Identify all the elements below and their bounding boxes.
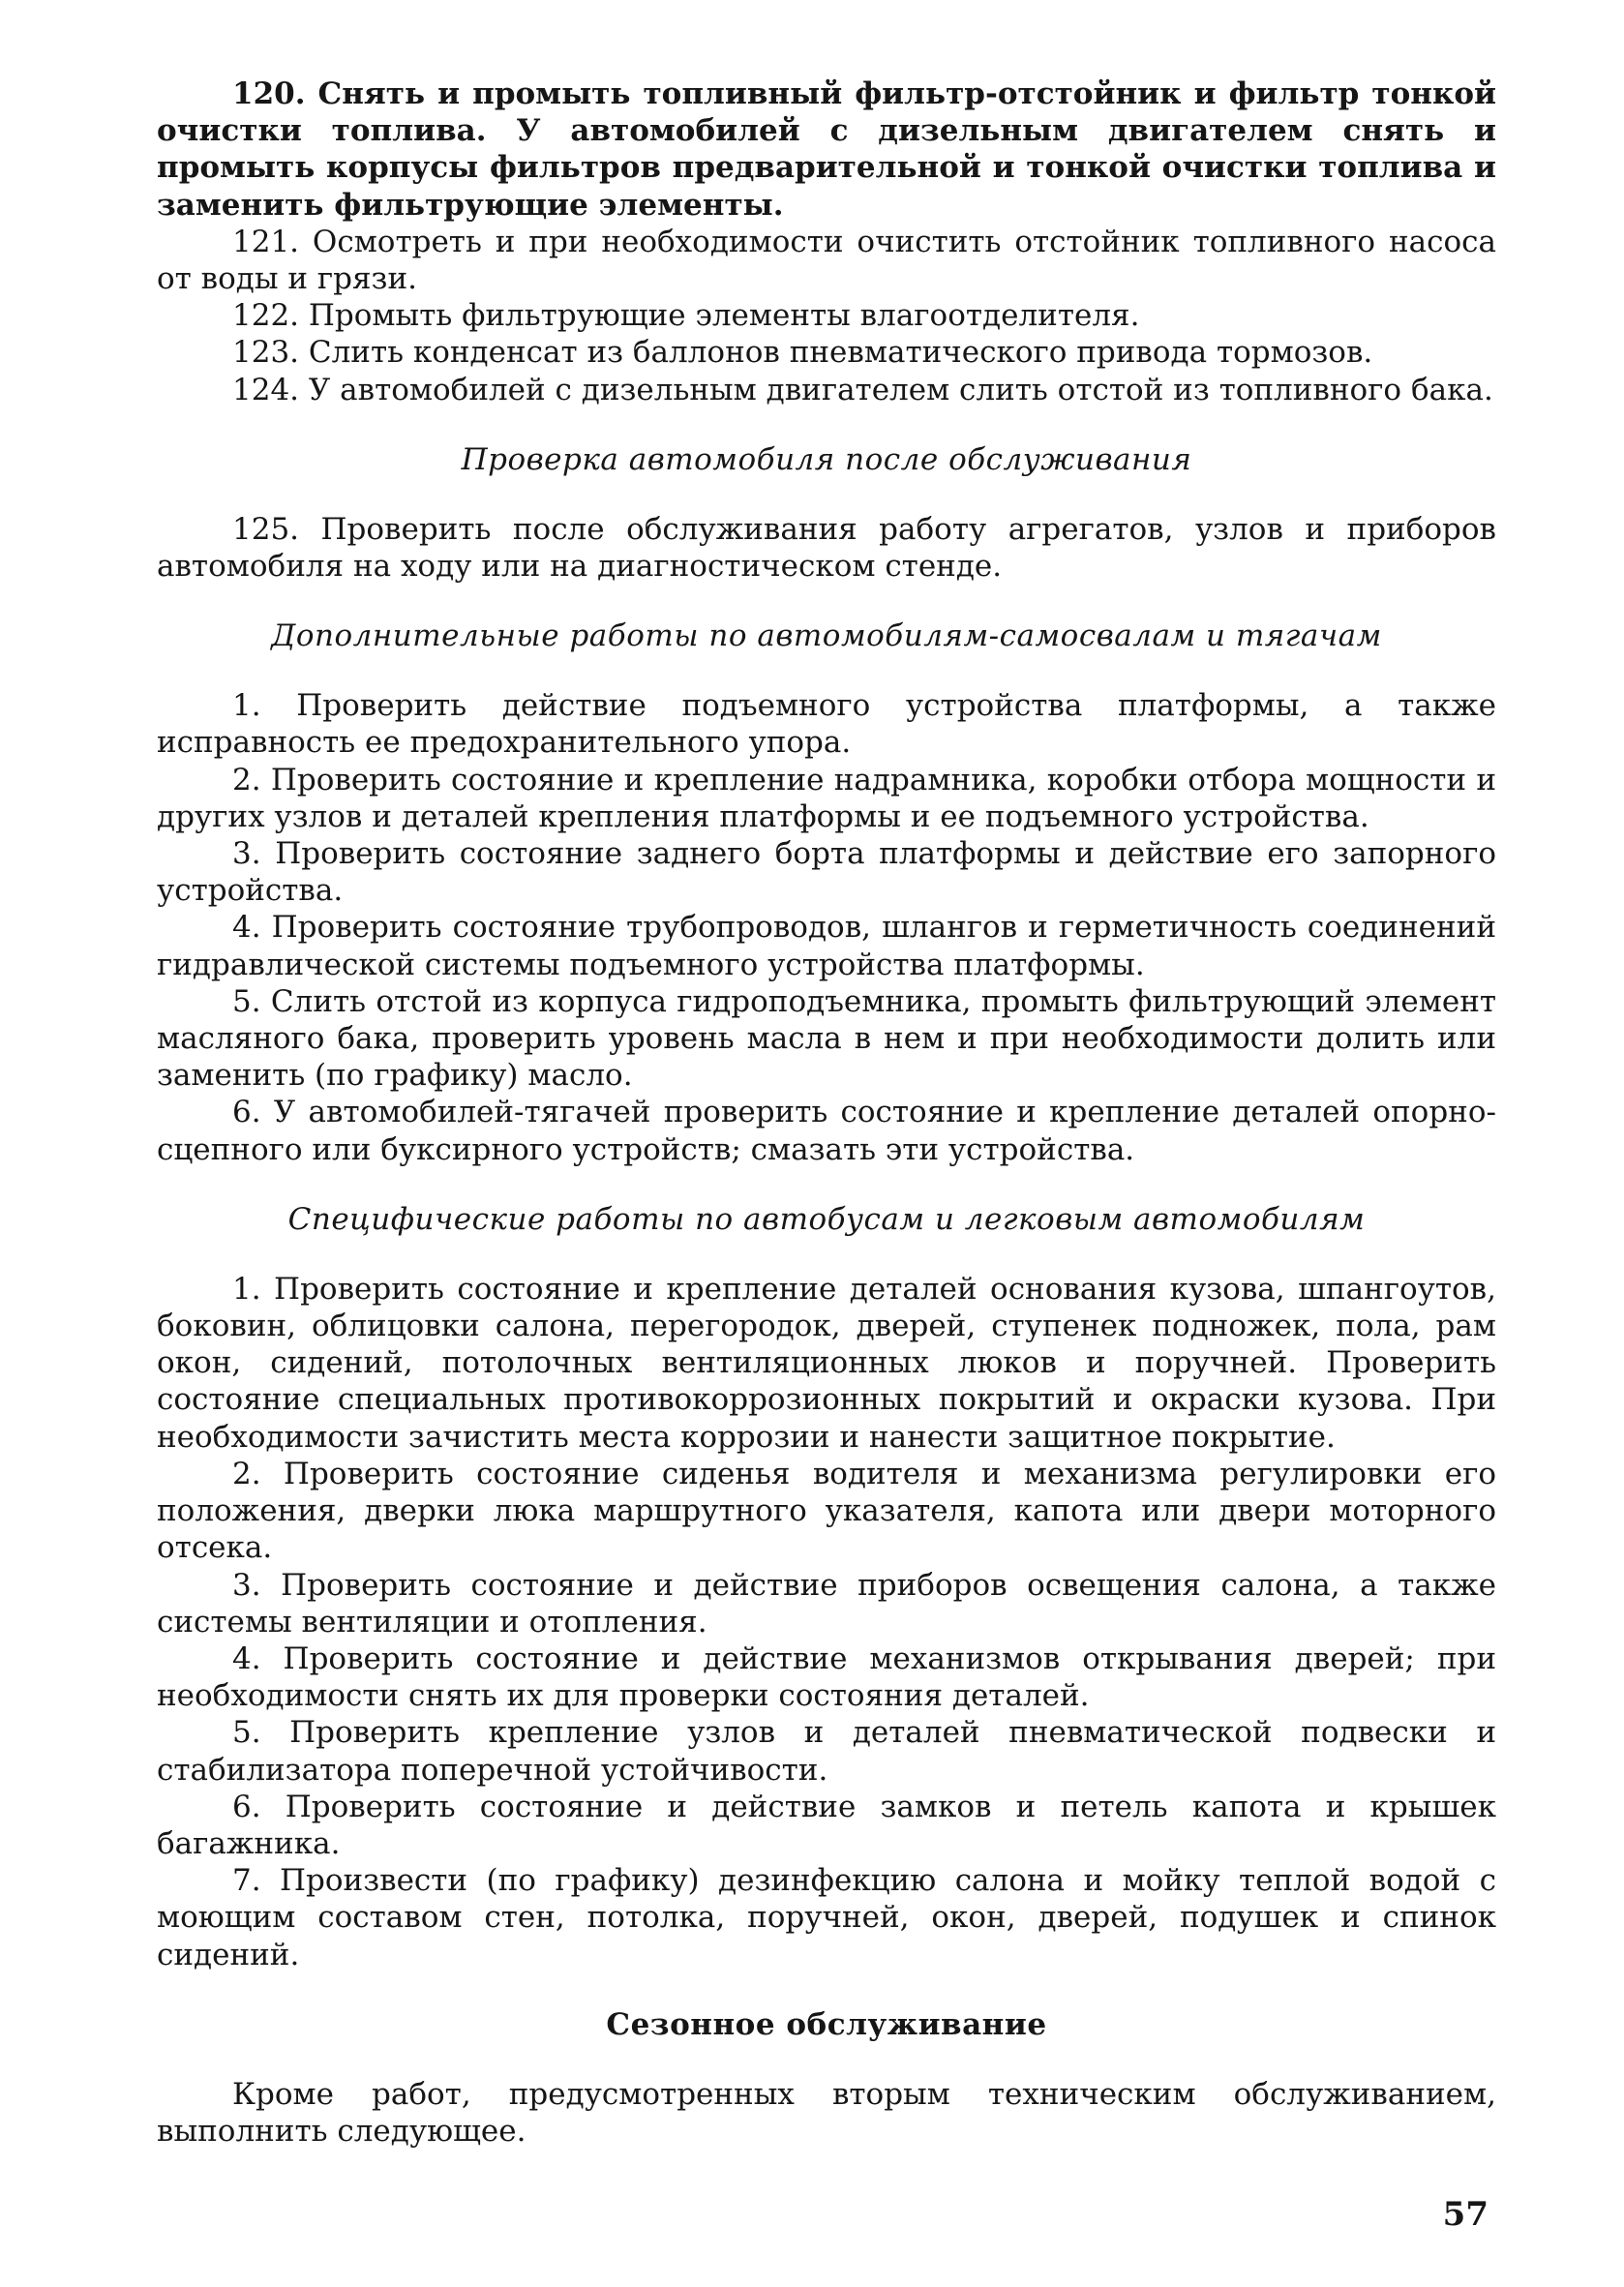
dump-item-6: 6. У автомобилей-тягачей проверить состояние и крепление деталей опорно-сцепного или буксирного устройств; смазать эти устройства. <box>157 1095 1496 1167</box>
bus-item-2: 2. Проверить состояние сиденья водителя и механизма регулировки его положения, дверки люка маршрутного указателя, капота или двери моторного отсека. <box>157 1456 1496 1566</box>
section-heading-season: Сезонное обслуживание <box>606 2006 1047 2042</box>
paragraph-121: 121. Осмотреть и при необходимости очистить отстойник топливного насоса от воды и грязи. <box>157 224 1496 297</box>
paragraph-125: 125. Проверить после обслуживания работу агрегатов, узлов и приборов автомобиля на ходу или на диагностическом стенде. <box>157 511 1496 585</box>
paragraph-124: 124. У автомобилей с дизельным двигателем слить отстой из топливного бака. <box>232 372 1493 407</box>
dump-item-4: 4. Проверить состояние трубопроводов, шлангов и герметичность соединений гидравлической системы подъемного устройства платформы. <box>157 910 1496 982</box>
section-dump-body <box>157 687 1496 1168</box>
dump-item-5: 5. Слить отстой из корпуса гидроподъемника, промыть фильтрующий элемент масляного бака, проверить уровень масла в нем и при необходимости долить или заменить (по графику) масло. <box>157 983 1496 1094</box>
items-top <box>157 75 1496 408</box>
bus-item-3: 3. Проверить состояние и действие приборов освещения салона, а также системы вентиляции и отопления. <box>157 1567 1496 1640</box>
dump-item-1: 1. Проверить действие подъемного устройства платформы, а также исправность ее предохранительного упора. <box>157 688 1496 761</box>
page-number: 57 <box>1442 2195 1489 2234</box>
bus-item-4: 4. Проверить состояние и действие механизмов открывания дверей; при необходимости снять их для проверки состояния деталей. <box>157 1640 1496 1714</box>
bus-item-6: 6. Проверить состояние и действие замков и петель капота и крышек багажника. <box>157 1789 1496 1861</box>
bus-item-5: 5. Проверить крепление узлов и деталей пневматической подвески и стабилизатора поперечной устойчивости. <box>157 1715 1496 1788</box>
paragraph-123: 123. Слить конденсат из баллонов пневматического привода тормозов. <box>232 335 1373 371</box>
dump-item-3: 3. Проверить состояние заднего борта платформы и действие его запорного устройства. <box>157 836 1496 909</box>
paragraph-120: 120. Снять и промыть топливный фильтр-отстойник и фильтр тонкой очистки топлива. У автомобилей с дизельным двигателем снять и промыть корпусы фильтров предварительной и тонкой очистки топлива и заменить фильтрующие элементы. <box>157 76 1496 223</box>
section-heading-bus: Специфические работы по автобусам и легковым автомобилям <box>287 1201 1366 1237</box>
section-bus-body <box>157 1271 1496 1973</box>
dump-item-2: 2. Проверить состояние и крепление надрамника, коробки отбора мощности и других узлов и деталей крепления платформы и ее подъемного устройства. <box>157 762 1496 834</box>
bus-item-7: 7. Произвести (по графику) дезинфекцию салона и мойку теплой водой с моющим составом стен, потолка, поручней, окон, дверей, подушек и спинок сидений. <box>157 1863 1496 1972</box>
section-check-body <box>157 511 1496 585</box>
season-intro: Кроме работ, предусмотренных вторым техническим обслуживанием, выполнить следующее. <box>157 2076 1496 2149</box>
bus-item-1: 1. Проверить состояние и крепление деталей основания кузова, шпангоутов, боковин, облицовки салона, перегородок, дверей, ступенек подножек, пола, рам окон, сидений, потолочных вентиляционных люков и поручней. Проверить состояние специальных противокоррозионных покрытий и окраски кузова. При необходимости зачистить места коррозии и нанести защитное покрытие. <box>157 1271 1496 1455</box>
section-heading-check: Проверка автомобиля после обслуживания <box>461 441 1192 477</box>
section-heading-dump: Дополнительные работы по автомобилям-самосвалам и тягачам <box>271 618 1382 654</box>
section-season-body <box>157 2076 1496 2150</box>
paragraph-122: 122. Промыть фильтрующие элементы влагоотделителя. <box>232 298 1140 334</box>
